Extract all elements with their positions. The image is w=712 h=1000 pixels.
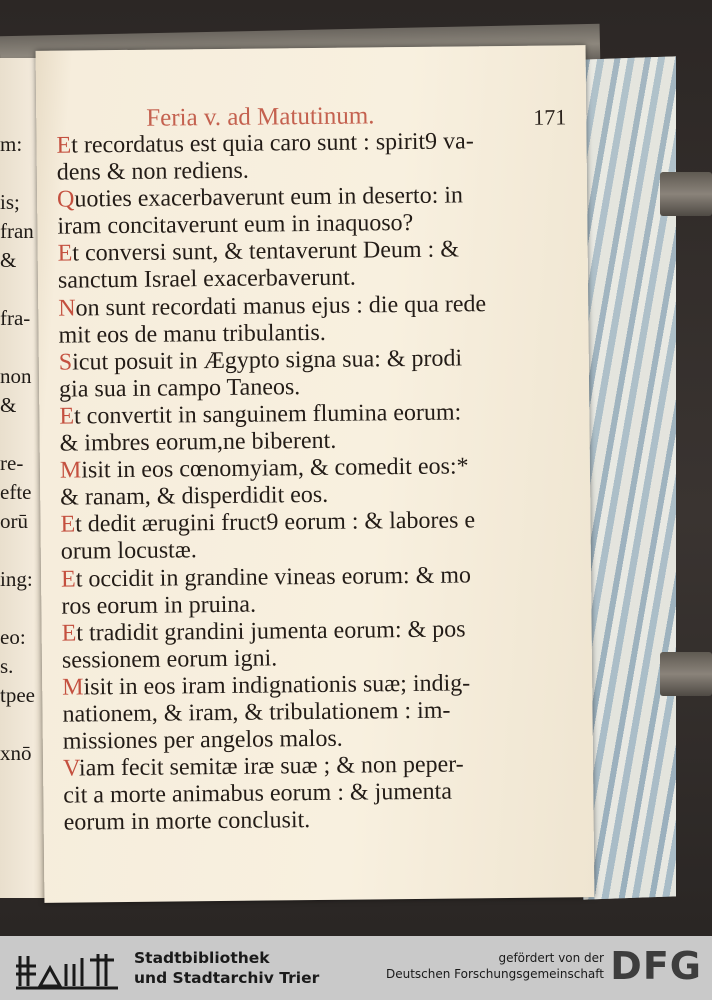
running-head: Feria v. ad Matutinum.: [146, 102, 375, 132]
left-page-fragment: re-: [0, 451, 24, 475]
verse-line: [64, 805, 569, 837]
verse-text: isit in eos iram indignationis suæ; indig-: [83, 670, 471, 701]
left-page-fragment: is;: [0, 190, 20, 214]
verse: [57, 182, 563, 241]
verse-text: & ranam, & disperdidit eos.: [60, 482, 329, 511]
verse-text: eorum in morte conclusit.: [63, 807, 311, 836]
institution-line-1: Stadtbibliothek: [134, 949, 270, 967]
verse-text: uoties exacerbaverunt eum in deserto: in: [74, 182, 464, 213]
rubricated-initial: E: [60, 511, 76, 538]
verse: [63, 751, 569, 838]
verse-text: iram concitaverunt eum in inaquoso?: [57, 210, 414, 240]
verse: [59, 344, 565, 403]
footer-banner: [0, 936, 712, 1000]
verse-text: t tradidit grandini jumenta eorum: & pos: [76, 616, 466, 647]
verse-text: sanctum Israel exacerbaverunt.: [57, 265, 356, 295]
dfg-logo: DFG: [610, 944, 702, 988]
clasp-upper: [660, 172, 712, 216]
verse-text: sessionem eorum igni.: [61, 645, 278, 674]
verse: [62, 615, 568, 674]
rubricated-initial: E: [60, 566, 76, 593]
verse-text: & imbres eorum,ne biberent.: [59, 427, 337, 457]
verse-text: t conversi sunt, & tentaverunt Deum : &: [72, 236, 460, 267]
institution-line-2: und Stadtarchiv Trier: [134, 969, 320, 987]
left-page-fragment: efte: [0, 480, 32, 504]
left-page-fragment: eo:: [0, 625, 26, 649]
verse: [58, 236, 564, 295]
verse-text: iam fecit semitæ iræ suæ ; & non peper-: [78, 751, 464, 782]
clasp-lower: [660, 652, 712, 696]
verse-text: t recordatus est quia caro sunt : spirit9 va-: [71, 128, 474, 159]
verse: [56, 127, 562, 186]
rubricated-initial: M: [59, 457, 82, 484]
psalm-text: [56, 127, 568, 837]
verse-text: dens & non rediens.: [56, 157, 249, 186]
rubricated-initial: E: [59, 403, 75, 430]
left-page-fragment: &: [0, 248, 17, 272]
page-number: 171: [533, 104, 567, 130]
verse-text: t occidit in grandine vineas eorum: & mo: [75, 561, 472, 593]
rubricated-initial: N: [58, 295, 76, 322]
institution-name: [134, 948, 319, 988]
verse-text: icut posuit in Ægypto signa sua: & prodi: [72, 345, 463, 376]
left-page-fragment: fran: [0, 219, 34, 243]
rubricated-initial: E: [56, 132, 72, 159]
verse: [60, 507, 566, 566]
rubricated-initial: M: [62, 674, 84, 701]
verse: [60, 453, 566, 512]
left-page-fragment: m:: [0, 132, 23, 156]
left-page-fragment: [0, 710, 46, 739]
left-page-fragment: tpee: [0, 683, 35, 707]
left-page-fragment: [0, 536, 46, 565]
verse: [61, 561, 567, 620]
verse: [59, 398, 565, 457]
verse-text: cit a morte animabus eorum : & jumenta: [63, 778, 453, 809]
left-page-fragment: fra-: [0, 306, 31, 330]
rubricated-initial: V: [62, 755, 80, 782]
verse-text: gia sua in campo Taneos.: [58, 373, 301, 403]
right-page: [36, 45, 595, 903]
rubricated-initial: Q: [56, 186, 75, 213]
verse-text: ros eorum in pruina.: [61, 591, 257, 620]
left-page-fragment: non: [0, 364, 32, 388]
verse-text: orum locustæ.: [60, 537, 197, 566]
left-page-fragment: ing:: [0, 567, 33, 591]
verse-text: t convertit in sanguinem flumina eorum:: [73, 399, 462, 430]
left-page-fragment: xnō: [0, 741, 32, 765]
left-page-fragment: orū: [0, 509, 28, 533]
rubricated-initial: E: [61, 620, 77, 647]
verse-text: isit in eos cœnomyiam, & comedit eos:*: [81, 453, 469, 484]
funder-line-2: Deutschen Forschungsgemeinschaft: [385, 967, 604, 981]
stadtbibliothek-logo: [14, 946, 122, 992]
verse-text: t dedit ærugini fruct9 eorum : & labores e: [75, 507, 476, 538]
rubricated-initial: S: [58, 349, 73, 376]
verse: [58, 290, 564, 349]
verse-text: on sunt recordati manus ejus : die qua rede: [75, 290, 487, 322]
verse-text: mit eos de manu tribulantis.: [58, 319, 326, 349]
funder-line-1: gefördert von der: [498, 951, 604, 965]
left-page-fragment: [0, 594, 46, 623]
verse: [62, 669, 568, 756]
left-page-fragment: &: [0, 393, 17, 417]
verse-text: missiones per angelos malos.: [62, 725, 343, 755]
verse-text: nationem, & iram, & tribulationem : im-: [62, 697, 451, 728]
funder-text: [386, 950, 604, 982]
rubricated-initial: E: [57, 240, 73, 268]
left-page-fragment: s.: [0, 654, 14, 678]
